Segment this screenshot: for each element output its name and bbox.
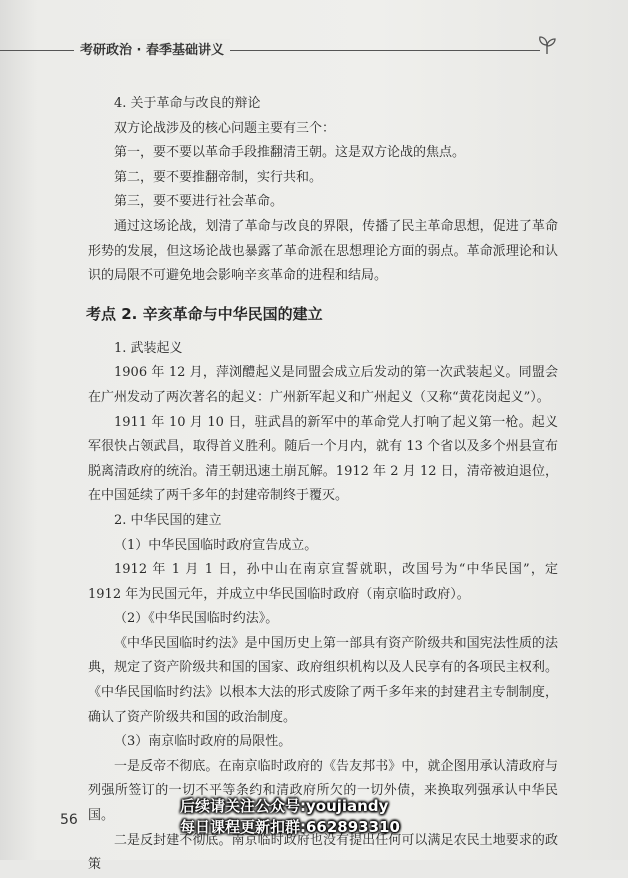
republic-item-3: （3）南京临时政府的局限性。 (114, 734, 292, 750)
subheading-republic: 2. 中华民国的建立 (114, 512, 222, 528)
watermark-line-2: 每日课程更新扣群:662893310 (180, 818, 400, 836)
debate-point-1: 第一，要不要以革命手段推翻清王朝。这是双方论战的焦点。 (114, 145, 466, 161)
republic-paragraph-1: 1912 年 1 月 1 日，孙中山在南京宣誓就职，改国号为“中华民国”，定 1912 年为民国元年，并成立中华民国临时政府（南京临时政府）。 (88, 562, 558, 602)
subheading-uprising: 1. 武装起义 (114, 340, 183, 356)
subheading-debate: 4. 关于革命与改良的辩论 (114, 96, 261, 111)
uprising-paragraph-1: 1906 年 12 月，萍浏醴起义是同盟会成立后发动的第一次武装起义。同盟会在广州发动了两次著名的起义：广州新军起义和广州起义（又称“黄花岗起义”）。 (88, 365, 558, 405)
debate-intro: 双方论战涉及的核心问题主要有三个： (114, 120, 336, 136)
republic-item-2: （2）《中华民国临时约法》。 (114, 611, 279, 627)
sprout-icon (536, 34, 558, 56)
page-number: 56 (60, 812, 78, 828)
republic-item-1: （1）中华民国临时政府宣告成立。 (114, 537, 318, 553)
limitation-paragraph-2: 二是反封建不彻底。南京临时政府也没有提出任何可以满足农民土地要求的政策 (88, 832, 558, 873)
running-header (0, 34, 628, 64)
watermark-line-1: 后续请关注公众号:youjiandy (180, 797, 389, 815)
section-heading: 考点 2. 辛亥革命与中华民国的建立 (86, 304, 323, 323)
limitation-paragraph-1: 一是反帝不彻底。在南京临时政府的《告友邦书》中，就企图用承认清政府与列强所签订的一切不平等条约和清政府所欠的一切外债，来换取列强承认中华民国。 (88, 758, 558, 824)
debate-point-2: 第二，要不要推翻帝制，实行共和。 (114, 169, 323, 185)
uprising-paragraph-2: 1911 年 10 月 10 日，驻武昌的新军中的革命党人打响了起义第一枪。起义军很快占领武昌，取得首义胜利。随后一个月内，就有 13 个省以及多个州县宣布脱离清政府的统治。清王朝迅速土崩瓦解。1912 年 2 月 12 日，清帝被迫退位，在中国延续了两千多年的封建帝制终于覆灭。 (88, 414, 558, 504)
watermark (180, 796, 470, 838)
header-title: 考研政治 · 春季基础讲义 (74, 39, 230, 58)
debate-point-3: 第三，要不要进行社会革命。 (114, 194, 284, 210)
republic-paragraph-2: 《中华民国临时约法》是中国历史上第一部具有资产阶级共和国宪法性质的法典，规定了资产阶级共和国的国家、政府组织机构以及人民享有的各项民主权利。《中华民国临时约法》以根本大法的形式废除了两千多年来的封建君主专制制度，确认了资产阶级共和国的政治制度。 (88, 635, 558, 725)
main-content (88, 92, 558, 878)
debate-conclusion: 通过这场论战，划清了革命与改良的界限，传播了民主革命思想，促进了革命形势的发展，但这场论战也暴露了革命派在思想理论方面的弱点。革命派理论和认识的局限不可避免地会影响辛亥革命的进程和结局。 (88, 218, 558, 284)
